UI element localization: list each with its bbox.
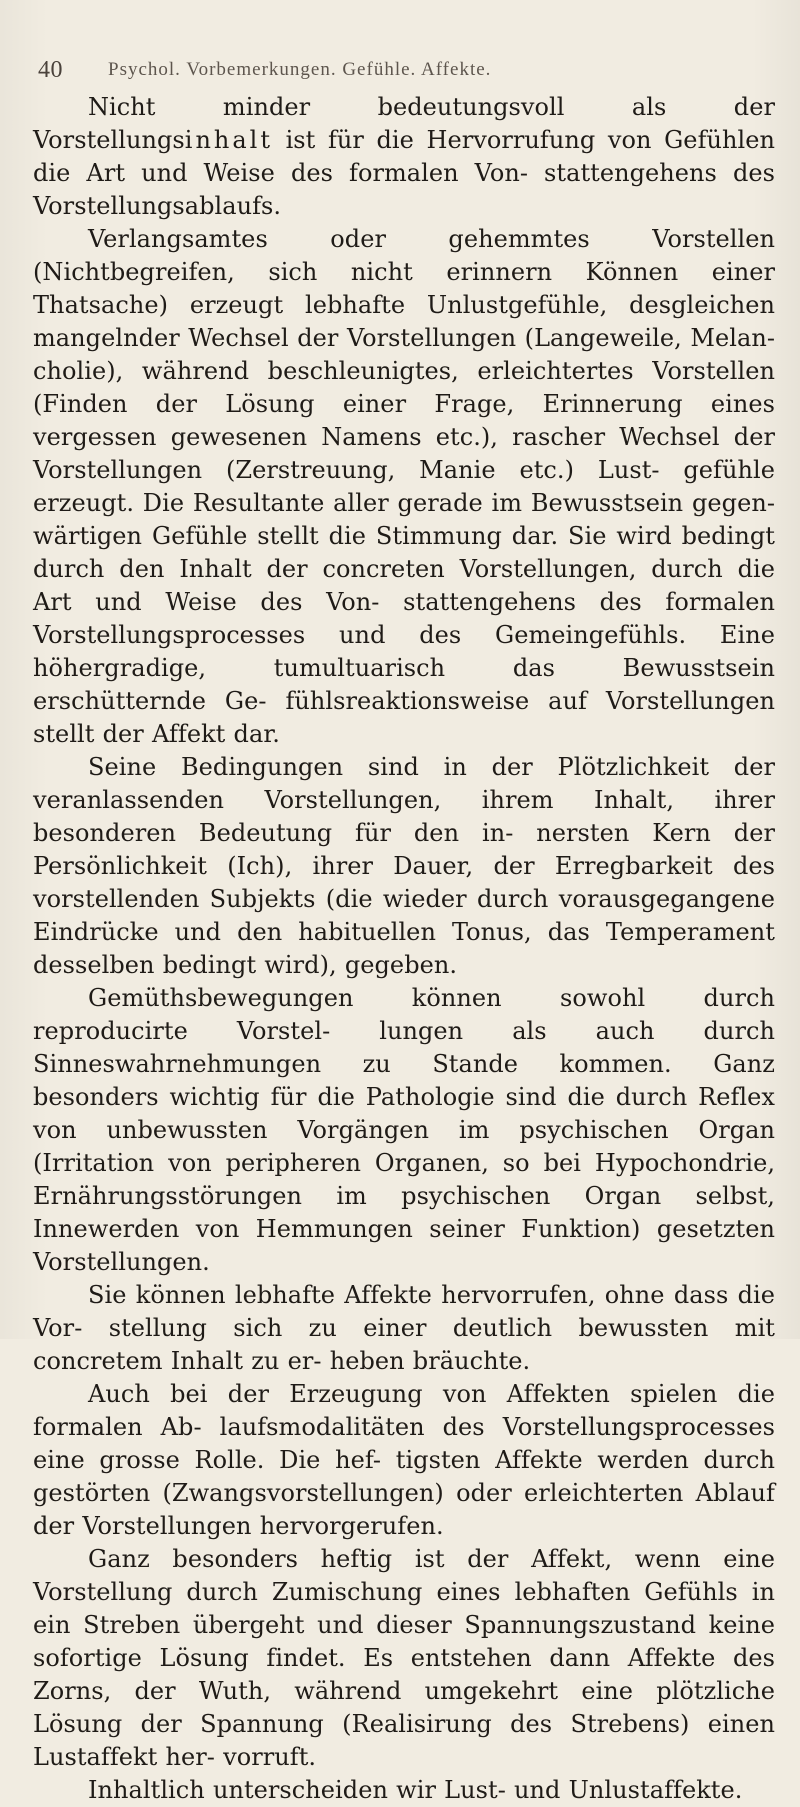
running-head: Psychol. Vorbemerkungen. Gefühle. Affekte. <box>108 59 492 80</box>
paragraph-formale-ablaufsmodalitaeten: Auch bei der Erzeugung von Affekten spielen die formalen Ab- laufsmodalitäten des Vorstellungsprocesses eine grosse Rolle. Die hef- tigsten Affekte werden durch gestörten (Zwangsvorstellungen) oder erleichterten Ablauf der Vorstellungen hervorgerufen. <box>33 1380 775 1540</box>
paragraph-vorstellungsinhalt <box>33 91 775 223</box>
paragraph-text: Nicht minder bedeutungsvoll als der Vorstellungs <box>33 93 775 154</box>
paragraph-gemuethsbewegungen: Gemüthsbewegungen können sowohl durch reproducirte Vorstel- lungen als auch durch Sinneswahrnehmungen zu Stande kommen. Ganz besonders wichtig für die Pathologie sind die durch Reflex von unbewussten Vorgängen im psychischen Organ (Irritation von peripheren Organen, so bei Hypochondrie, Ernährungsstörungen im psychischen Organ selbst, Innewerden von Hemmungen seiner Funktion) gesetzten Vorstellungen. <box>33 984 775 1276</box>
paragraph-heftiger-affekt: Ganz besonders heftig ist der Affekt, wenn eine Vorstellung durch Zumischung eines lebhaften Gefühls in ein Streben übergeht und dieser Spannungszustand keine sofortige Lösung findet. Es entstehen dann Affekte des Zorns, der Wuth, während umgekehrt eine plötzliche Lösung der Spannung (Realisirung des Strebens) einen Lustaffekt her- vorruft. <box>33 1545 775 1771</box>
paragraph-text: ist für die Hervorrufung von Gefühlen die Art und Weise des formalen Von- stattengehens des Vorstellungsablaufs. <box>33 126 775 220</box>
page-header <box>38 57 770 87</box>
page-body <box>33 91 775 1807</box>
paragraph-lust-und-unlustaffekte: Inhaltlich unterscheiden wir Lust- und Unlustaffekte. <box>88 1776 743 1804</box>
paragraph-bedingungen: Seine Bedingungen sind in der Plötzlichkeit der veranlassenden Vorstellungen, ihrem Inhalt, ihrer besonderen Bedeutung für den in- nersten Kern der Persönlichkeit (Ich), ihrer Dauer, der Erregbarkeit des vorstellenden Subjekts (die wieder durch vorausgegangene Eindrücke und den habituellen Tonus, das Temperament desselben bedingt wird), gegeben. <box>33 753 775 979</box>
page-number: 40 <box>38 57 63 83</box>
paragraph-lebhafte-affekte: Sie können lebhafte Affekte hervorrufen, ohne dass die Vor- stellung sich zu einer deutlich bewussten mit concretem Inhalt zu er- heben bräuchte. <box>33 1281 775 1375</box>
emphasized-word: inhalt <box>184 126 273 154</box>
paragraph-verlangsamtes-vorstellen: Verlangsamtes oder gehemmtes Vorstellen (Nichtbegreifen, sich nicht erinnern Können einer Thatsache) erzeugt lebhafte Unlustgefühle, desgleichen mangelnder Wechsel der Vorstellungen (Langeweile, Melan- cholie), während beschleunigtes, erleichtertes Vorstellen (Finden der Lösung einer Frage, Erinnerung eines vergessen gewesenen Namens etc.), rascher Wechsel der Vorstellungen (Zerstreuung, Manie etc.) Lust- gefühle erzeugt. Die Resultante aller gerade im Bewusstsein gegen- wärtigen Gefühle stellt die Stimmung dar. Sie wird bedingt durch den Inhalt der concreten Vorstellungen, durch die Art und Weise des Von- stattengehens des formalen Vorstellungsprocesses und des Gemeingefühls. Eine höhergradige, tumultuarisch das Bewusstsein erschütternde Ge- fühlsreaktionsweise auf Vorstellungen stellt der Affekt dar. <box>33 225 775 748</box>
